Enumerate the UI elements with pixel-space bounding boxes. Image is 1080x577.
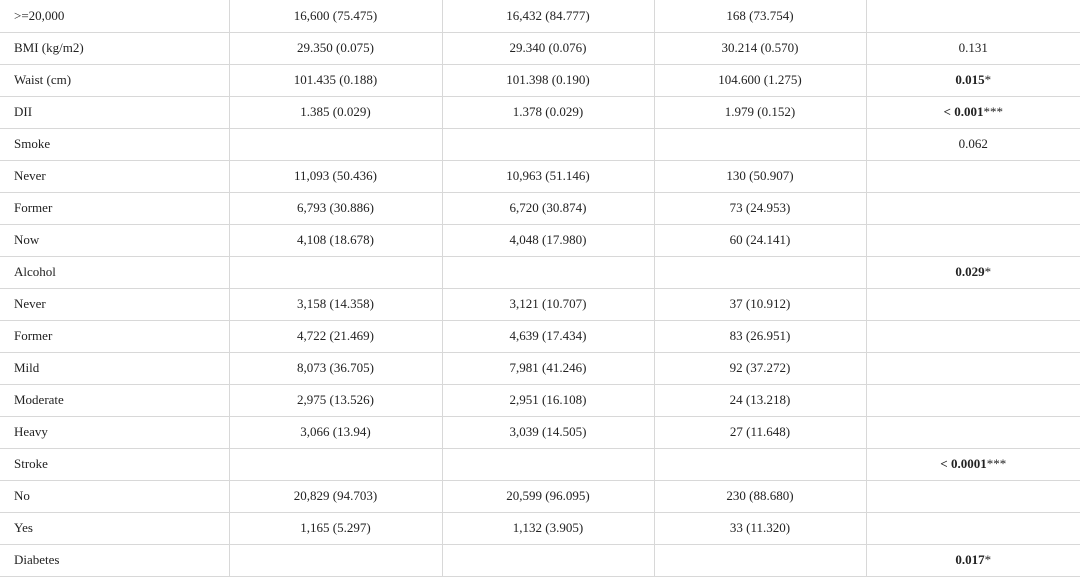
p-value-cell [866,512,1080,544]
group-a-cell: 4,639 (17.434) [442,320,654,352]
p-value-cell [866,320,1080,352]
row-label: No [0,480,229,512]
row-label: >=20,000 [0,0,229,32]
total-cell: 1.385 (0.029) [229,96,442,128]
total-cell: 16,600 (75.475) [229,0,442,32]
row-label: Waist (cm) [0,64,229,96]
p-value-cell [866,0,1080,32]
table-row [0,64,1080,96]
significance-stars: * [984,552,992,567]
p-value-cell [866,192,1080,224]
table-row [0,160,1080,192]
group-b-cell: 24 (13.218) [654,384,866,416]
table-row [0,256,1080,288]
significance-stars: *** [986,456,1007,471]
row-label: Former [0,192,229,224]
row-label: Moderate [0,384,229,416]
group-b-cell [654,256,866,288]
group-b-cell: 27 (11.648) [654,416,866,448]
row-label: Alcohol [0,256,229,288]
table-row [0,384,1080,416]
p-value-cell [866,224,1080,256]
total-cell: 6,793 (30.886) [229,192,442,224]
total-cell: 20,829 (94.703) [229,480,442,512]
p-value-cell: 0.131 [866,32,1080,64]
group-b-cell: 104.600 (1.275) [654,64,866,96]
table-row [0,416,1080,448]
total-cell: 29.350 (0.075) [229,32,442,64]
p-value-cell: 0.062 [866,128,1080,160]
total-cell: 11,093 (50.436) [229,160,442,192]
table-row [0,96,1080,128]
total-cell: 4,108 (18.678) [229,224,442,256]
group-b-cell: 30.214 (0.570) [654,32,866,64]
table-row [0,0,1080,32]
significance-stars: * [984,264,992,279]
significance-stars: *** [983,104,1003,119]
row-label: Smoke [0,128,229,160]
p-value-cell [866,160,1080,192]
total-cell [229,256,442,288]
group-a-cell: 101.398 (0.190) [442,64,654,96]
group-b-cell: 92 (37.272) [654,352,866,384]
total-cell: 8,073 (36.705) [229,352,442,384]
group-a-cell [442,256,654,288]
p-value-cell: < 0.001*** [866,96,1080,128]
p-value-cell: 0.015* [866,64,1080,96]
total-cell: 101.435 (0.188) [229,64,442,96]
row-label: Heavy [0,416,229,448]
group-a-cell: 6,720 (30.874) [442,192,654,224]
p-value-cell [866,416,1080,448]
table-row [0,128,1080,160]
table-row [0,352,1080,384]
row-label: Now [0,224,229,256]
row-label: Former [0,320,229,352]
row-label: DII [0,96,229,128]
total-cell: 2,975 (13.526) [229,384,442,416]
table-row [0,288,1080,320]
row-label: Diabetes [0,544,229,576]
p-value-cell [866,384,1080,416]
group-b-cell: 1.979 (0.152) [654,96,866,128]
group-a-cell: 7,981 (41.246) [442,352,654,384]
total-cell [229,544,442,576]
p-value-cell [866,288,1080,320]
table-row [0,512,1080,544]
group-a-cell: 10,963 (51.146) [442,160,654,192]
table-row [0,448,1080,480]
group-b-cell: 168 (73.754) [654,0,866,32]
table-row [0,224,1080,256]
row-label: Yes [0,512,229,544]
table-row [0,32,1080,64]
group-b-cell [654,448,866,480]
group-a-cell [442,448,654,480]
group-b-cell: 73 (24.953) [654,192,866,224]
row-label: Stroke [0,448,229,480]
group-a-cell: 20,599 (96.095) [442,480,654,512]
row-label: Never [0,288,229,320]
total-cell: 3,158 (14.358) [229,288,442,320]
group-a-cell: 2,951 (16.108) [442,384,654,416]
p-value-cell: 0.017* [866,544,1080,576]
table-row [0,480,1080,512]
group-b-cell: 83 (26.951) [654,320,866,352]
p-value-cell: < 0.0001*** [866,448,1080,480]
total-cell: 3,066 (13.94) [229,416,442,448]
group-b-cell: 37 (10.912) [654,288,866,320]
group-b-cell [654,544,866,576]
group-a-cell: 3,039 (14.505) [442,416,654,448]
p-value-cell [866,480,1080,512]
table-row [0,544,1080,576]
group-b-cell: 230 (88.680) [654,480,866,512]
row-label: BMI (kg/m2) [0,32,229,64]
group-b-cell: 60 (24.141) [654,224,866,256]
group-a-cell: 4,048 (17.980) [442,224,654,256]
row-label: Mild [0,352,229,384]
group-b-cell: 130 (50.907) [654,160,866,192]
total-cell [229,128,442,160]
table-row [0,192,1080,224]
total-cell: 1,165 (5.297) [229,512,442,544]
row-label: Never [0,160,229,192]
group-a-cell: 1.378 (0.029) [442,96,654,128]
total-cell: 4,722 (21.469) [229,320,442,352]
table-row [0,320,1080,352]
group-a-cell [442,128,654,160]
group-b-cell [654,128,866,160]
significance-stars: * [984,72,992,87]
p-value-cell: 0.029* [866,256,1080,288]
group-a-cell: 3,121 (10.707) [442,288,654,320]
total-cell [229,448,442,480]
group-a-cell: 1,132 (3.905) [442,512,654,544]
p-value-cell [866,352,1080,384]
group-b-cell: 33 (11.320) [654,512,866,544]
group-a-cell: 29.340 (0.076) [442,32,654,64]
group-a-cell: 16,432 (84.777) [442,0,654,32]
group-a-cell [442,544,654,576]
